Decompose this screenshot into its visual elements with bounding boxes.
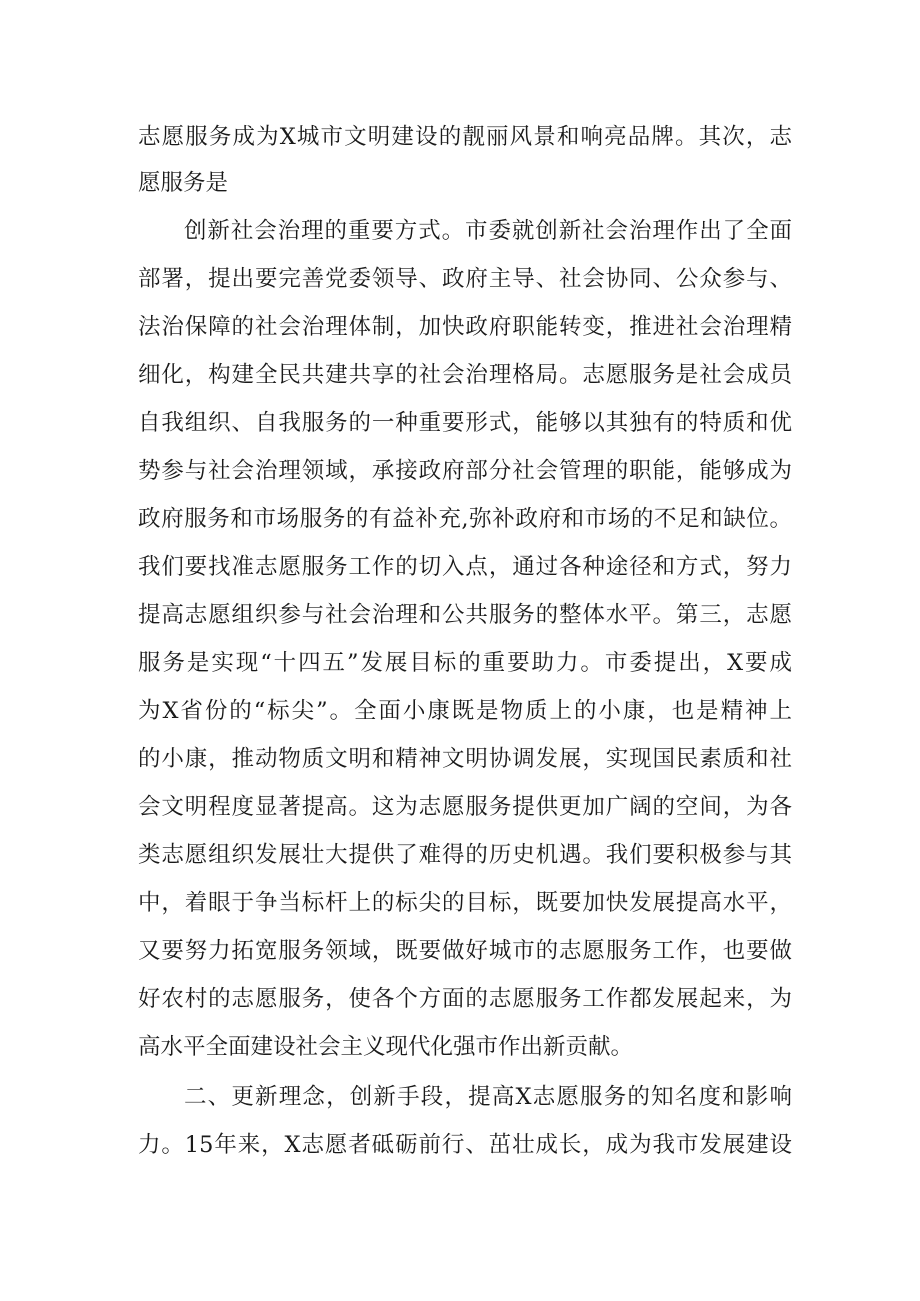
text-line: 力。15年来，X志愿者砥砺前行、茁壮成长，成为我市发展建设 [138,1132,792,1158]
text-line: 志愿服务成为X城市文明建设的靓丽风景和响亮品牌。其次，志 [138,124,792,150]
paragraph-first-line: 二、更新理念，创新手段，提高X志愿服务的知名度和影响 [184,1084,792,1110]
text-line: 的小康，推动物质文明和精神文明协调发展，实现国民素质和社 [138,746,792,772]
text-line: 好农村的志愿服务，使各个方面的志愿服务工作都发展起来，为 [138,986,792,1012]
text-line: 我们要找准志愿服务工作的切入点，通过各种途径和方式，努力 [138,554,792,580]
text-line: 又要努力拓宽服务领域，既要做好城市的志愿服务工作，也要做 [138,938,792,964]
text-line: 愿服务是 [138,170,229,196]
text-line: 部署，提出要完善党委领导、政府主导、社会协同、公众参与、 [138,266,792,292]
text-line: 细化，构建全民共建共享的社会治理格局。志愿服务是社会成员 [138,362,792,388]
text-line: 高水平全面建设社会主义现代化强市作出新贡献。 [138,1034,634,1060]
paragraph-first-line: 创新社会治理的重要方式。市委就创新社会治理作出了全面 [184,218,792,244]
text-line: 自我组织、自我服务的一种重要形式，能够以其独有的特质和优 [138,410,792,436]
text-line: 提高志愿组织参与社会治理和公共服务的整体水平。第三，志愿 [138,602,792,628]
text-line: 类志愿组织发展壮大提供了难得的历史机遇。我们要积极参与其 [138,842,792,868]
text-line: 法治保障的社会治理体制，加快政府职能转变，推进社会治理精 [138,314,792,340]
text-line: 会文明程度显著提高。这为志愿服务提供更加广阔的空间，为各 [138,794,792,820]
text-line: 政府服务和市场服务的有益补充,弥补政府和市场的不足和缺位。 [138,506,792,532]
text-line: 为X省份的“标尖”。全面小康既是物质上的小康，也是精神上 [138,698,792,724]
text-line: 服务是实现“十四五”发展目标的重要助力。市委提出，X要成 [138,650,792,676]
text-line: 势参与社会治理领域，承接政府部分社会管理的职能，能够成为 [138,458,792,484]
text-line: 中，着眼于争当标杆上的标尖的目标，既要加快发展提高水平， [138,890,792,916]
